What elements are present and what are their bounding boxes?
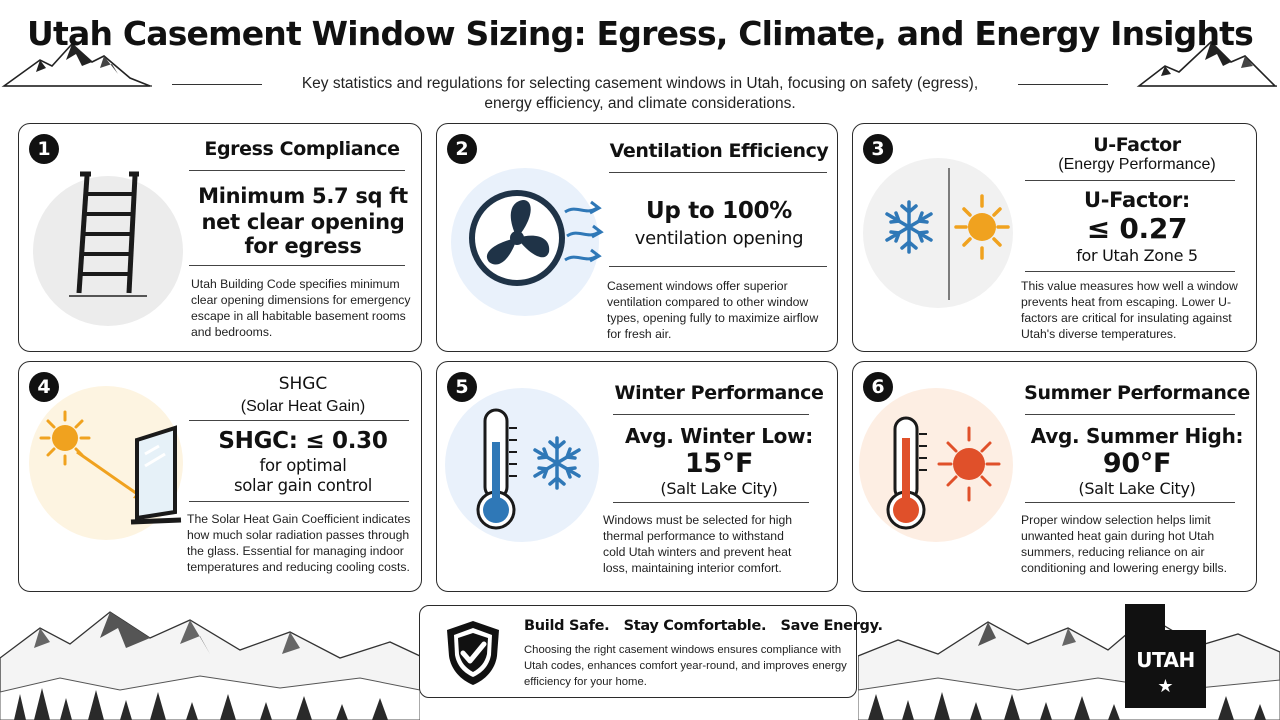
card-description: The Solar Heat Gain Coefficient indicates how much solar radiation passes through the glass. Essential for managing indoor temperatures and reducing cooling costs. [187,512,411,574]
utah-badge [1123,602,1208,710]
card-title-rule [1025,180,1235,181]
card-stat-line-1: U-Factor: [1083,188,1191,212]
card-number: 4 [29,372,59,402]
utah-label: UTAH [1136,648,1195,672]
card-stat-line-1: Avg. Winter Low: [625,424,813,448]
card-stat-rule [189,265,405,266]
card-u-factor [852,123,1257,352]
card-number: 6 [863,372,893,402]
card-number: 5 [447,372,477,402]
card-title: Winter Performance [614,382,824,404]
card-stat-rule [1025,271,1235,272]
card-stat-rule [613,502,809,503]
mountain-scenery-right [858,598,1280,720]
subtitle-rule-left [172,84,262,85]
card-stat-line-1: SHGC: ≤ 0.30 [218,428,388,454]
card-description: Proper window selection helps limit unwanted heat gain during hot Utah summers, reducing reliance on air conditioning and lowering energy bills. [1021,513,1227,575]
card-title-rule [613,414,809,415]
card-stat-rule [609,266,827,267]
subtitle-line-1: Key statistics and regulations for selecting casement windows in Utah, focusing on safety (egress), [301,75,979,92]
mountain-scenery-left [0,598,420,720]
ladder-icon [65,168,155,303]
card-title: SHGC [278,374,328,394]
banner-body: Choosing the right casement windows ensures compliance with Utah codes, enhances comfort year-round, and improves energy efficiency for your home. [524,644,847,688]
card-egress-compliance [18,123,422,352]
card-stat-line-1: Minimum 5.7 sq ft [198,184,408,208]
card-stat-line-3: (Salt Lake City) [1078,479,1196,498]
card-title-rule [1025,414,1235,415]
card-description: Utah Building Code specifies minimum clear opening dimensions for emergency escape in all habitable basement rooms and bedrooms. [191,277,411,339]
card-winter-performance [436,361,838,592]
card-title-rule [189,420,409,421]
card-description: Windows must be selected for high thermal performance to withstand cold Utah winters and prevent heat loss, maintaining interior comfort. [603,513,792,575]
cold-thermometer-icon [473,406,593,536]
card-stat-line-2: 90°F [1102,448,1172,479]
card-title: Summer Performance [1024,382,1250,404]
star-icon: ★ [1157,676,1174,697]
card-title: Ventilation Efficiency [609,140,829,162]
card-stat-rule [189,501,409,502]
card-stat-line-2: for optimal [259,456,347,475]
card-title-rule [609,172,827,173]
subtitle-line-2: energy efficiency, and climate considerations. [484,95,796,112]
card-stat-line-2: ≤ 0.27 [1086,212,1188,245]
hot-thermometer-icon [883,414,1013,534]
card-stat-line-1: Up to 100% [645,198,792,224]
card-stat-line-2: ventilation opening [634,228,804,249]
card-shgc [18,361,422,592]
card-title-rule [189,170,405,171]
subtitle-rule-right [1018,84,1108,85]
card-ventilation-efficiency [436,123,838,352]
card-stat-line-3: for Utah Zone 5 [1076,246,1198,265]
card-stat-line-3: for egress [244,234,362,258]
card-title: Egress Compliance [204,138,400,160]
page-subtitle [260,74,1020,114]
card-stat-rule [1025,502,1235,503]
card-title: U-Factor [1093,134,1181,156]
card-stat-line-1: Avg. Summer High: [1030,424,1244,448]
card-description: This value measures how well a window prevents heat from escaping. Lower U-factors are critical for insulating against Utah's diverse temperatures. [1021,279,1238,341]
snowflake-sun-icon [871,164,1011,304]
card-title-subtitle: (Solar Heat Gain) [240,398,366,415]
card-number: 3 [863,134,893,164]
card-stat-line-3: (Salt Lake City) [660,479,778,498]
card-stat-line-3: solar gain control [233,476,373,495]
sun-window-icon [37,406,187,536]
card-stat-line-2: 15°F [684,448,754,479]
card-summer-performance [852,361,1257,592]
card-description: Casement windows offer superior ventilation compared to other window types, opening fully to maximize airflow for fresh air. [607,279,819,341]
banner-headline: Build Safe. Stay Comfortable. Save Energy. [524,618,883,634]
card-title-subtitle: (Energy Performance) [1058,156,1216,173]
page-title: Utah Casement Window Sizing: Egress, Climate, and Energy Insights [27,14,1253,53]
shield-check-icon [442,618,504,688]
summary-banner [419,605,883,698]
card-number: 2 [447,134,477,164]
card-number: 1 [29,134,59,164]
card-stat-line-2: net clear opening [201,210,405,234]
